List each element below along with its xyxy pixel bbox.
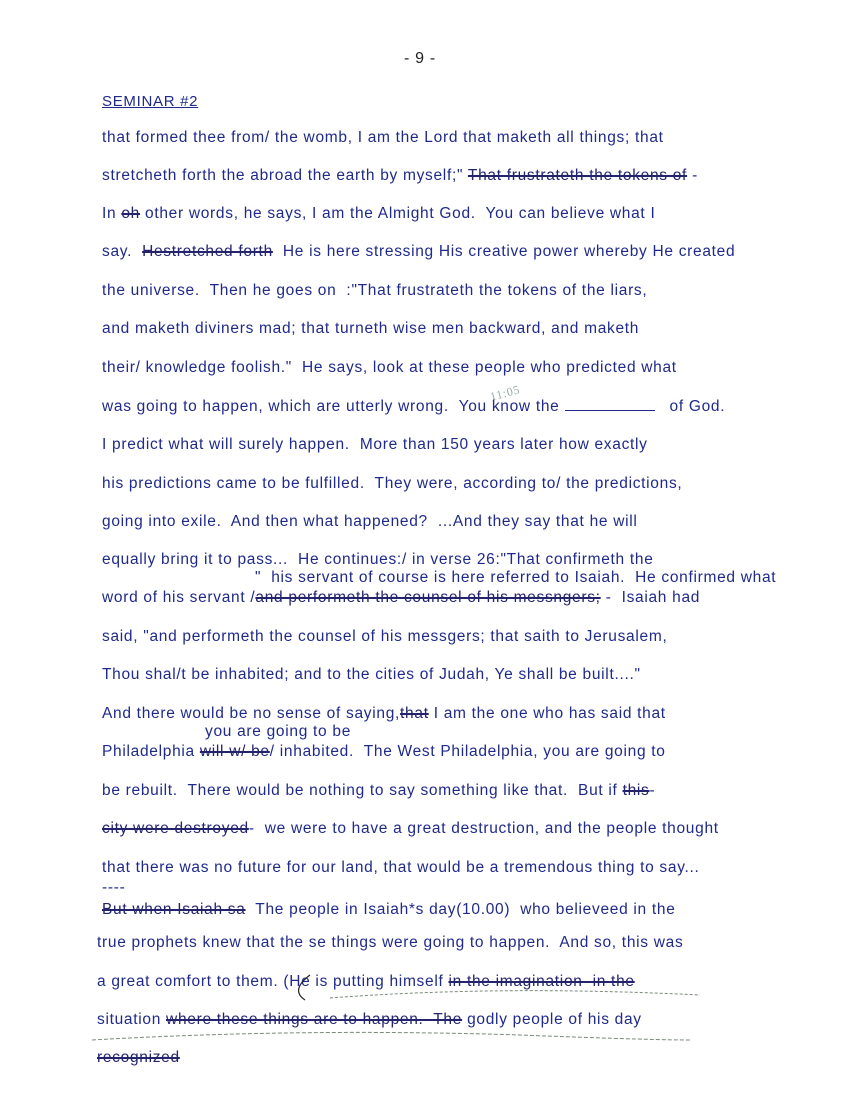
text-line xyxy=(102,627,667,647)
text-line xyxy=(102,819,719,839)
text-segment: that there was no future for our land, that would be a tremendous thing to say... xyxy=(102,859,700,876)
text-line xyxy=(102,474,682,494)
text-line xyxy=(102,319,639,339)
text-segment: - xyxy=(687,167,698,184)
text-line xyxy=(102,665,641,685)
text-segment: ---- xyxy=(102,879,126,896)
text-segment: godly people of his day xyxy=(462,1011,642,1028)
fill-in-blank xyxy=(565,398,655,411)
text-segment: equally bring it to pass... He continues:/ in verse 26:"That confirmeth the xyxy=(102,551,654,568)
text-segment: say. xyxy=(102,243,143,260)
text-segment: He is here stressing His creative power whereby He created xyxy=(272,243,736,260)
text-line xyxy=(97,1010,642,1030)
text-line xyxy=(205,722,351,742)
text-segment: and maketh diviners mad; that turneth wise men backward, and maketh xyxy=(102,320,640,337)
text-line xyxy=(97,933,683,953)
text-line xyxy=(97,1048,180,1068)
text-segment: In xyxy=(102,205,122,222)
text-line xyxy=(102,435,648,455)
struck-text: city were destroyed xyxy=(102,820,249,837)
struck-text: But when Isaiah sa xyxy=(102,901,246,918)
text-line xyxy=(102,358,677,378)
text-line xyxy=(102,204,655,224)
struck-text: that xyxy=(400,705,429,722)
text-segment: other words, he says, I am the Almight God. You can believe what I xyxy=(140,205,656,222)
text-segment: a great comfort to them. (He is putting himself xyxy=(97,973,449,990)
text-segment: going into exile. And then what happened? ...And they say that he will xyxy=(102,513,638,530)
text-segment: word of his servant / xyxy=(102,589,256,606)
struck-text: oh xyxy=(121,205,140,222)
section-heading: SEMINAR #2 xyxy=(102,93,199,110)
text-line xyxy=(102,550,654,570)
text-segment: I am the one who has said that xyxy=(428,705,666,722)
page-number: - 9 - xyxy=(404,50,436,67)
text-segment: Philadelphia xyxy=(102,743,200,760)
text-segment: his predictions came to be fulfilled. They were, according to/ the predictions, xyxy=(102,475,683,492)
text-segment: stretcheth forth the abroad the earth by myself;" xyxy=(102,167,468,184)
text-segment: And there would be no sense of saying, xyxy=(102,705,401,722)
text-segment: Thou shal/t be inhabited; and to the cities of Judah, Ye shall be built...." xyxy=(102,666,641,683)
struck-text: and performeth the counsel of his messngers; xyxy=(255,589,601,606)
text-line xyxy=(102,900,676,920)
text-line xyxy=(102,742,666,762)
text-line xyxy=(102,781,655,801)
text-line xyxy=(102,166,698,186)
text-segment: - Isaiah had xyxy=(600,589,701,606)
text-line xyxy=(97,972,635,992)
text-segment: said, "and performeth the counsel of his messgers; that saith to Jerusalem, xyxy=(102,628,668,645)
struck-text: this xyxy=(622,782,650,799)
text-segment: that formed thee from/ the womb, I am the Lord that maketh all things; that xyxy=(102,129,664,146)
struck-text: Hestretched forth xyxy=(142,243,273,260)
text-line xyxy=(102,128,664,148)
text-line xyxy=(102,512,638,532)
text-segment: / inhabited. The West Philadelphia, you are going to xyxy=(269,743,666,760)
text-segment: I predict what will surely happen. More than 150 years later how exactly xyxy=(102,436,648,453)
text-segment: the universe. Then he goes on :"That frustrateth the tokens of the liars, xyxy=(102,282,648,299)
text-line xyxy=(102,242,735,262)
text-segment: you are going to be xyxy=(205,723,352,740)
text-segment: was going to happen, which are utterly wrong. You know the xyxy=(102,398,565,415)
text-line xyxy=(255,568,776,588)
text-segment: - we were to have a great destruction, and the people thought xyxy=(248,820,719,837)
text-line xyxy=(102,281,647,301)
text-segment: true prophets knew that the se things were going to happen. And so, this was xyxy=(97,934,684,951)
text-segment: situation xyxy=(97,1011,167,1028)
struck-text: in the imagination in the xyxy=(448,973,635,990)
struck-text: recognized xyxy=(97,1049,180,1066)
struck-text: That frustrateth the tokens of xyxy=(467,167,688,184)
handwritten-margin-note: 11:05 xyxy=(488,382,522,404)
text-segment: " his servant of course is here referred to Isaiah. He confirmed what xyxy=(255,569,777,586)
struck-text: where these things are to happen. The xyxy=(166,1011,463,1028)
text-segment: - xyxy=(649,782,656,799)
text-line xyxy=(102,397,725,417)
text-segment: their/ knowledge foolish." He says, look at these people who predicted what xyxy=(102,359,677,376)
text-line xyxy=(102,704,666,724)
text-segment: The people in Isaiah*s day(10.00) who believeed in the xyxy=(245,901,676,918)
text-line xyxy=(102,878,125,898)
text-line xyxy=(102,588,700,608)
text-segment: be rebuilt. There would be nothing to say something like that. But if xyxy=(102,782,623,799)
text-line xyxy=(102,858,700,878)
struck-text: will w/ be xyxy=(199,743,270,760)
text-segment: of God. xyxy=(654,398,726,415)
